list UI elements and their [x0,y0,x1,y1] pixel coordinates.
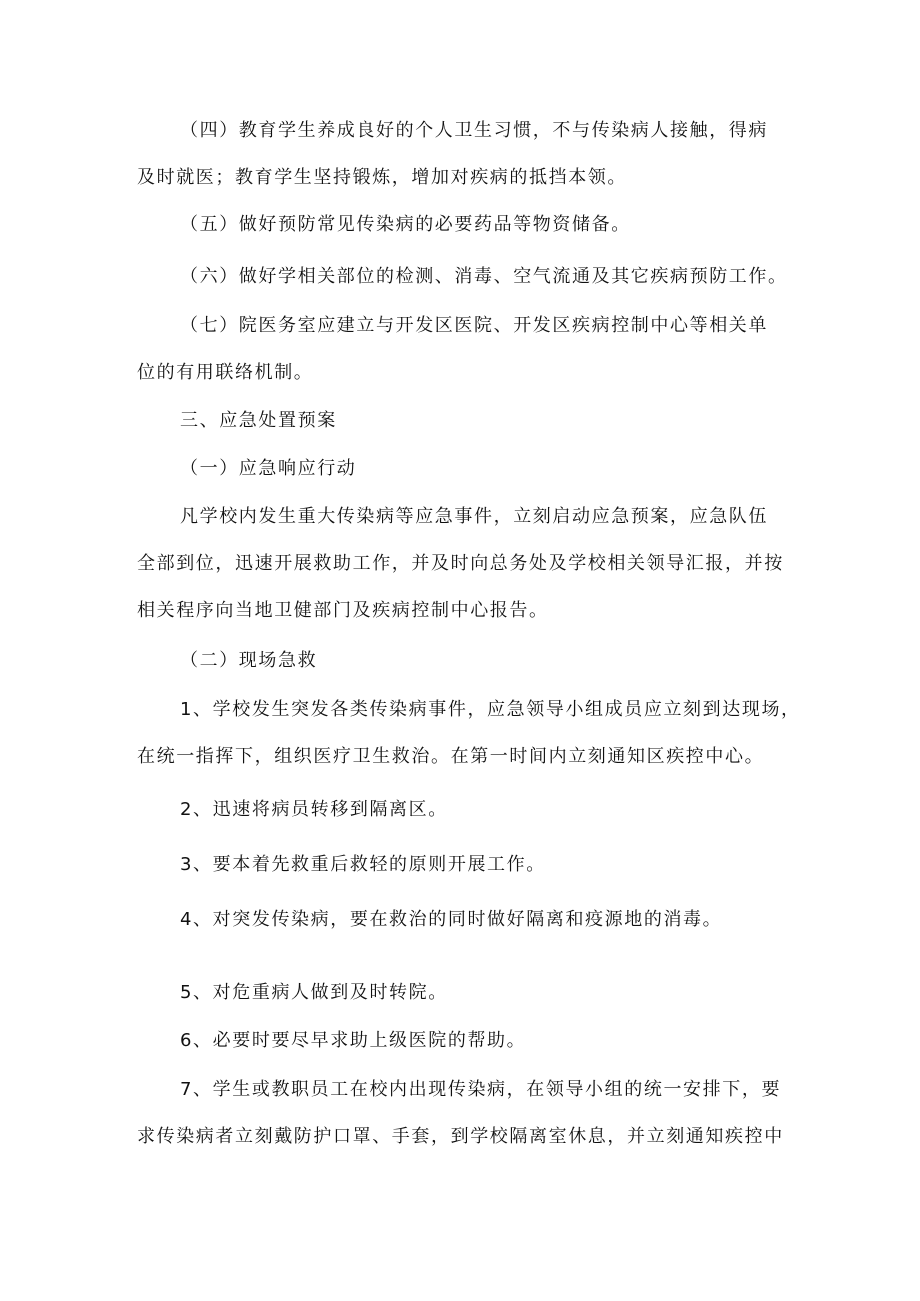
paragraph-line: 7、学生或教职员工在校内出现传染病，在领导小组的统一安排下，要 [180,1079,782,1100]
paragraph-line: 及时就医；教育学生坚持锻炼，增加对疾病的抵挡本领。 [137,167,627,188]
list-item [137,841,797,888]
paragraph-four [137,107,797,201]
list-item [137,1066,797,1160]
paragraph-line: 3、要本着先救重后救轻的原则开展工作。 [180,854,546,875]
list-item [137,969,797,1016]
heading-text: （一）应急响应行动 [180,458,357,479]
paragraph-line: （四）教育学生养成良好的个人卫生习惯，不与传染病人接触，得病 [180,120,768,141]
list-item [137,896,797,943]
paragraph-line: （七）院医务室应建立与开发区医院、开发区疾病控制中心等相关单 [180,315,768,336]
paragraph-six [137,253,797,300]
paragraph-line: 4、对突发传染病，要在救治的同时做好隔离和疫源地的消毒。 [180,909,723,930]
response-paragraph [137,493,797,634]
list-item [137,786,797,833]
paragraph-line: 1、学校发生突发各类传染病事件，应急领导小组成员应立刻到达现场， [180,699,801,720]
paragraph-five [137,201,797,248]
heading-text: （二）现场急救 [180,650,318,671]
list-item [137,1017,797,1064]
paragraph-line: 求传染病者立刻戴防护口罩、手套，到学校隔离室休息，并立刻通知疾控中 [137,1126,784,1147]
subsection-heading [137,445,797,492]
paragraph-line: 全部到位，迅速开展救助工作，并及时向总务处及学校相关领导汇报，并按 [137,553,784,574]
paragraph-line: 凡学校内发生重大传染病等应急事件，立刻启动应急预案，应急队伍 [180,506,768,527]
paragraph-line: 2、迅速将病员转移到隔离区。 [180,799,448,820]
paragraph-seven [137,302,797,396]
paragraph-line: 5、对危重病人做到及时转院。 [180,982,448,1003]
heading-text: 三、应急处置预案 [180,410,337,431]
paragraph-line: （五）做好预防常见传染病的必要药品等物资储备。 [180,214,631,235]
list-item [137,686,801,780]
paragraph-line: 位的有用联络机制。 [137,362,314,383]
paragraph-line: （六）做好学相关部位的检测、消毒、空气流通及其它疾病预防工作。 [180,266,788,287]
paragraph-line: 在统一指挥下，组织医疗卫生救治。在第一时间内立刻通知区疾控中心。 [137,746,765,767]
paragraph-line: 6、必要时要尽早求助上级医院的帮助。 [180,1030,527,1051]
subsection-heading [137,637,797,684]
section-heading [137,397,797,444]
paragraph-line: 相关程序向当地卫健部门及疾病控制中心报告。 [137,600,549,621]
